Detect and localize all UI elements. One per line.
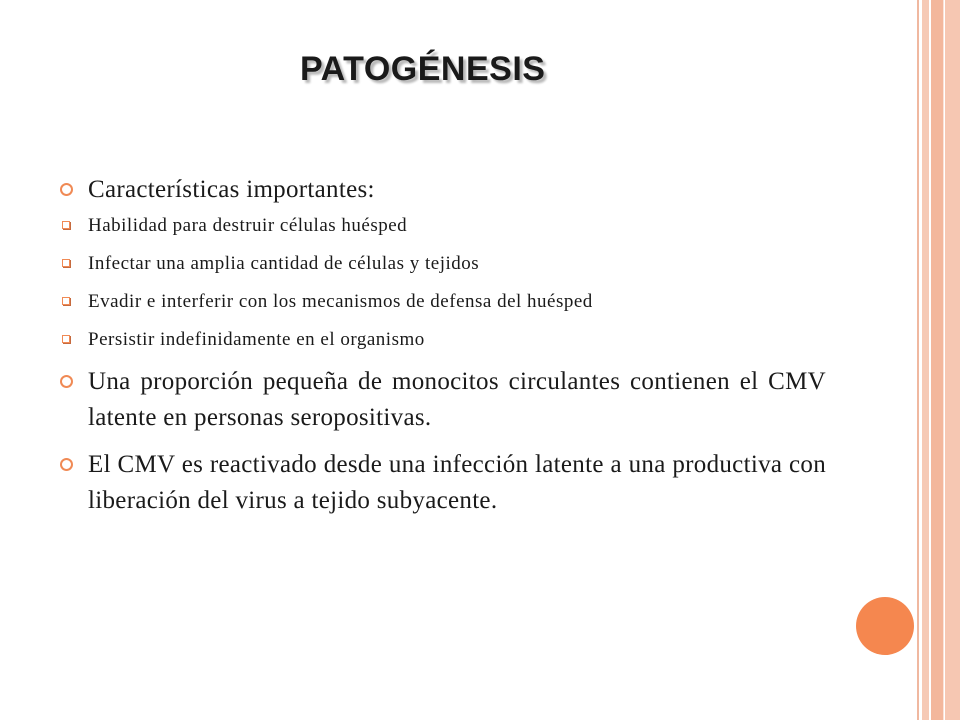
sub-bullet-item: [60, 290, 826, 314]
bullet-item: [60, 364, 826, 436]
bullet-item: [60, 172, 826, 208]
decorative-stripe: [943, 0, 944, 720]
square-bullet-icon: [62, 259, 70, 267]
decorative-stripe: [931, 0, 943, 720]
bullet-text: Persistir indefinidamente en el organismo: [88, 329, 425, 350]
slide-title: PATOGÉNESIS: [300, 50, 546, 88]
square-bullet-icon: [62, 335, 70, 343]
bullet-item: [60, 447, 826, 519]
bullet-text: Habilidad para destruir células huésped: [88, 215, 408, 236]
circle-bullet-icon: [60, 458, 73, 471]
sub-bullet-item: [60, 252, 826, 276]
square-bullet-icon: [62, 221, 70, 229]
circle-bullet-icon: [60, 183, 73, 196]
circle-bullet-icon: [60, 375, 73, 388]
sub-bullet-item: [60, 214, 826, 238]
bullet-text: Infectar una amplia cantidad de células y tejidos: [88, 253, 480, 274]
decorative-circle: [856, 597, 914, 655]
bullet-text: Una proporción pequeña de monocitos circulantes contienen el CMV latente en personas seropositivas.: [88, 368, 826, 431]
bullet-text: Evadir e interferir con los mecanismos de defensa del huésped: [88, 291, 593, 312]
bullet-text: Características importantes:: [88, 176, 375, 203]
decorative-stripe: [917, 0, 919, 720]
bullet-text: El CMV es reactivado desde una infección latente a una productiva con liberación del virus a tejido subyacente.: [88, 451, 826, 514]
sub-bullet-item: [60, 328, 826, 352]
square-bullet-icon: [62, 297, 70, 305]
bullet-list: [60, 172, 826, 519]
decorative-stripe: [945, 0, 960, 720]
decorative-stripe: [922, 0, 929, 720]
